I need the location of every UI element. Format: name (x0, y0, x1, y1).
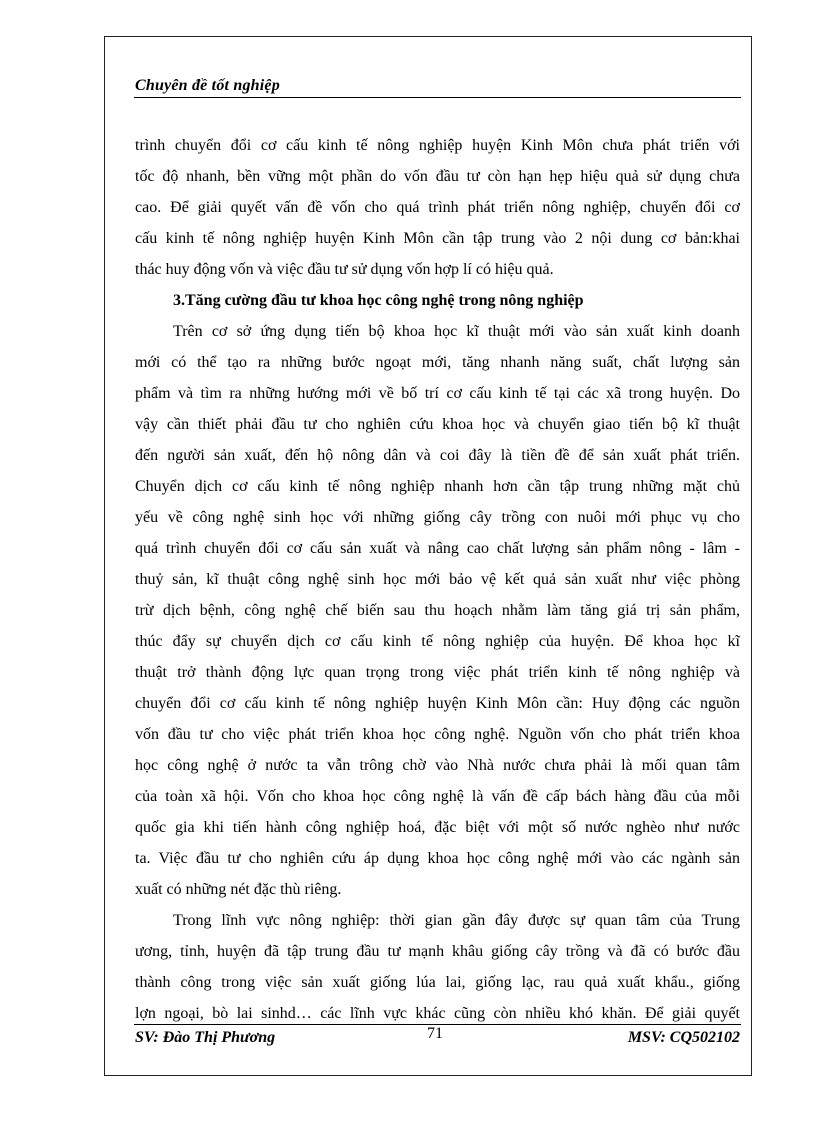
text-line: thuỷ sản, kĩ thuật công nghệ sinh học mới bảo vệ kết quả sản xuất như việc phòng (135, 571, 740, 588)
text-line: chuyển đổi cơ cấu kinh tế nông nghiệp huyện Kinh Môn cần: Huy động các nguồn (135, 695, 740, 712)
text-line: quá trình chuyển đổi cơ cấu sản xuất và nâng cao chất lượng sản phẩm nông - lâm - (135, 540, 740, 557)
text-line: mới có thể tạo ra những bước ngoạt mới, tăng nhanh năng suất, chất lượng sản (135, 354, 740, 371)
text-line: vốn đầu tư cho việc phát triển khoa học công nghệ. Nguồn vốn cho phát triển khoa (135, 726, 740, 743)
text-line: vậy cần thiết phải đầu tư cho nghiên cứu khoa học và chuyển giao tiến bộ kĩ thuật (135, 416, 740, 433)
text-line: trình chuyển đổi cơ cấu kinh tế nông nghiệp huyện Kinh Môn chưa phát triển với (135, 137, 740, 154)
text-line: cao. Để giải quyết vấn đề vốn cho quá trình phát triển nông nghiệp, chuyển đổi cơ (135, 199, 740, 216)
text-line: Chuyển dịch cơ cấu kinh tế nông nghiệp nhanh hơn cần tập trung những mặt chủ (135, 478, 740, 495)
header-rule (134, 97, 741, 98)
text-line: trừ dịch bệnh, công nghệ chế biến sau thu hoạch nhằm làm tăng giá trị sản phẩm, (135, 602, 740, 619)
text-line: học công nghệ ở nước ta vẫn trông chờ vào Nhà nước chưa phải là mối quan tâm (135, 757, 740, 774)
footer-student-id: MSV: CQ502102 (627, 1029, 740, 1046)
text-line: Trên cơ sở ứng dụng tiến bộ khoa học kĩ thuật mới vào sản xuất kinh doanh (173, 323, 740, 340)
page-number: 71 (427, 1025, 443, 1042)
body-text (135, 130, 740, 1029)
section-heading: 3.Tăng cường đầu tư khoa học công nghệ trong nông nghiệp (173, 292, 584, 309)
text-line: ương, tỉnh, huyện đã tập trung đầu tư mạnh khâu giống cây trồng và đã có bước đầu (135, 943, 740, 960)
footer-student-name: SV: Đào Thị Phương (135, 1029, 276, 1046)
text-line: thúc đẩy sự chuyển dịch cơ cấu kinh tế nông nghiệp của huyện. Để khoa học kĩ (135, 633, 740, 650)
text-line: Trong lĩnh vực nông nghiệp: thời gian gần đây được sự quan tâm của Trung (173, 912, 740, 929)
text-line: tốc độ nhanh, bền vững một phần do vốn đầu tư còn hạn hẹp hiệu quả sử dụng chưa (135, 168, 740, 185)
text-line: xuất có những nét đặc thù riêng. (135, 881, 342, 898)
text-line: cấu kinh tế nông nghiệp huyện Kinh Môn cần tập trung vào 2 nội dung cơ bản:khai (135, 230, 740, 247)
text-line: quốc gia khi tiến hành công nghiệp hoá, đặc biệt với một số nước nghèo như nước (135, 819, 740, 836)
header-title: Chuyên đề tốt nghiệp (135, 77, 280, 94)
text-line: đến người sản xuất, đến hộ nông dân và coi đây là tiền đề để sản xuất phát triển. (135, 447, 740, 464)
text-line: thuật trở thành động lực quan trọng trong việc phát triển kinh tế nông nghiệp và (135, 664, 740, 681)
text-line: thác huy động vốn và việc đầu tư sử dụng vốn hợp lí có hiệu quả. (135, 261, 554, 278)
text-line: yếu về công nghệ sinh học với những giống cây trồng con nuôi mới phục vụ cho (135, 509, 740, 526)
text-line: phẩm và tìm ra những hướng mới về bố trí cơ cấu kinh tế tại các xã trong huyện. Do (135, 385, 740, 402)
text-line: ta. Việc đầu tư cho nghiên cứu áp dụng khoa học công nghệ mới vào các ngành sản (135, 850, 740, 867)
text-line: lợn ngoại, bò lai sinhd… các lĩnh vực khác cũng còn nhiều khó khăn. Để giải quyết (135, 1005, 740, 1022)
text-line: thành công trong việc sản xuất giống lúa lai, giống lạc, rau quả xuất khẩu., giống (135, 974, 740, 991)
text-line: của toàn xã hội. Vốn cho khoa học công nghệ là vấn đề cấp bách hàng đầu của mỗi (135, 788, 740, 805)
